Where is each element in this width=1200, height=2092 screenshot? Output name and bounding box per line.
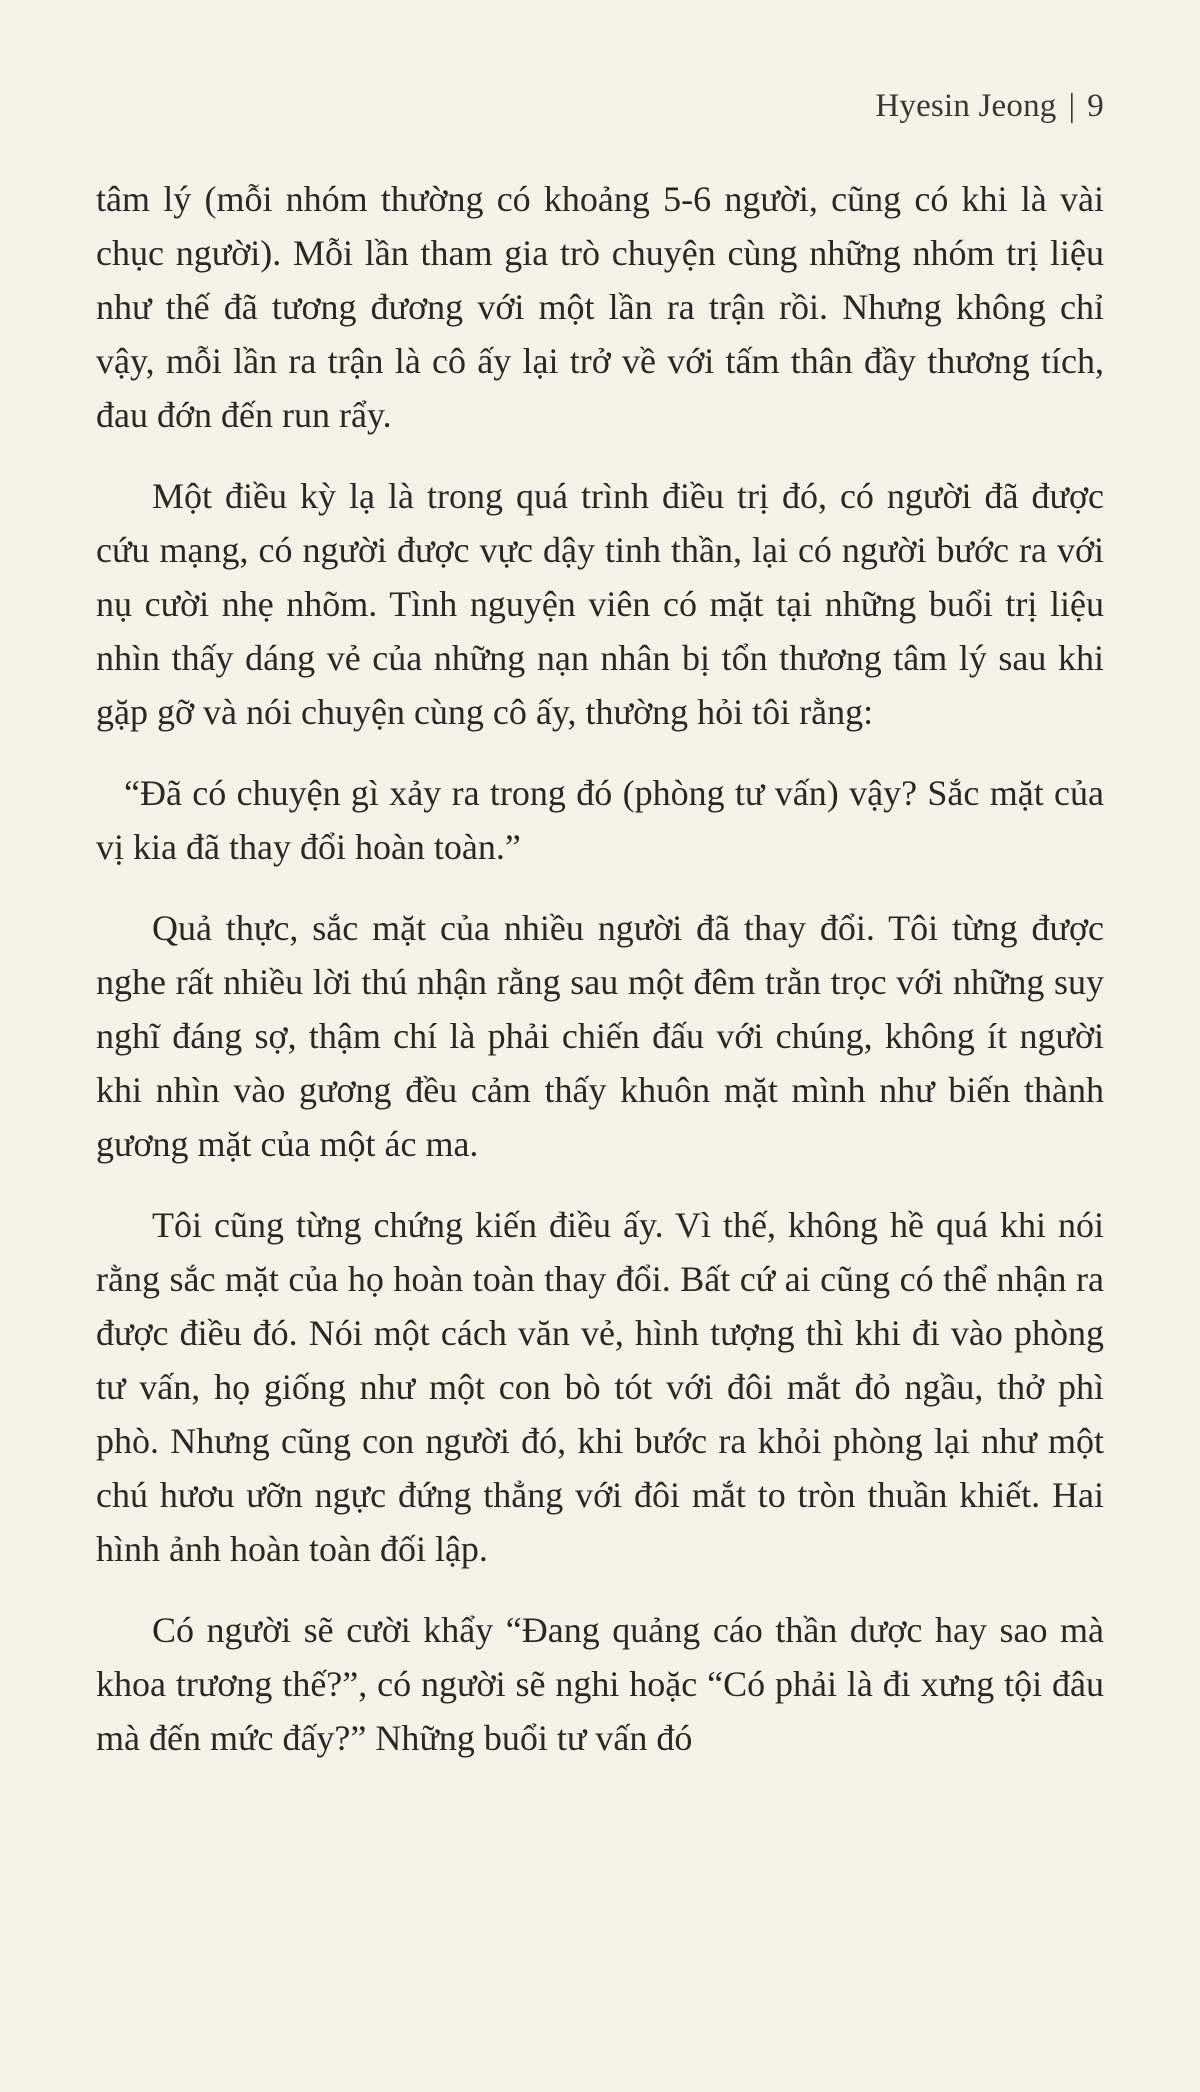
running-head <box>875 88 1104 125</box>
paragraph-6: Có người sẽ cười khẩy “Đang quảng cáo thần dược hay sao mà khoa trương thế?”, có người sẽ nghi hoặc “Có phải là đi xưng tội đâu mà đến mức đấy?” Những buổi tư vấn đó <box>96 1610 1104 1758</box>
paragraph-2: Một điều kỳ lạ là trong quá trình điều trị đó, có người đã được cứu mạng, có người được vực dậy tinh thần, lại có người bước ra với nụ cười nhẹ nhõm. Tình nguyện viên có mặt tại những buổi trị liệu nhìn thấy dáng vẻ của những nạn nhân bị tổn thương tâm lý sau khi gặp gỡ và nói chuyện cùng cô ấy, thường hỏi tôi rằng: <box>96 476 1104 732</box>
running-head-author: Hyesin Jeong <box>875 88 1057 124</box>
running-head-separator: | <box>1068 88 1076 124</box>
paragraph-5: Tôi cũng từng chứng kiến điều ấy. Vì thế, không hề quá khi nói rằng sắc mặt của họ hoàn toàn thay đổi. Bất cứ ai cũng có thể nhận ra được điều đó. Nói một cách văn vẻ, hình tượng thì khi đi vào phòng tư vấn, họ giống như một con bò tót với đôi mắt đỏ ngầu, thở phì phò. Nhưng cũng con người đó, khi bước ra khỏi phòng lại như một chú hươu ưỡn ngực đứng thẳng với đôi mắt to tròn thuần khiết. Hai hình ảnh hoàn toàn đối lập. <box>96 1205 1104 1569</box>
body-text <box>96 172 1104 1765</box>
page-number: 9 <box>1087 88 1104 124</box>
paragraph-1: tâm lý (mỗi nhóm thường có khoảng 5-6 người, cũng có khi là vài chục người). Mỗi lần tham gia trò chuyện cùng những nhóm trị liệu như thế đã tương đương với một lần ra trận rồi. Nhưng không chỉ vậy, mỗi lần ra trận là cô ấy lại trở về với tấm thân đầy thương tích, đau đớn đến run rẩy. <box>96 179 1104 435</box>
paragraph-3-quote: “Đã có chuyện gì xảy ra trong đó (phòng tư vấn) vậy? Sắc mặt của vị kia đã thay đổi hoàn toàn.” <box>96 773 1104 867</box>
paragraph-4: Quả thực, sắc mặt của nhiều người đã thay đổi. Tôi từng được nghe rất nhiều lời thú nhận rằng sau một đêm trằn trọc với những suy nghĩ đáng sợ, thậm chí là phải chiến đấu với chúng, không ít người khi nhìn vào gương đều cảm thấy khuôn mặt mình như biến thành gương mặt của một ác ma. <box>96 908 1104 1164</box>
